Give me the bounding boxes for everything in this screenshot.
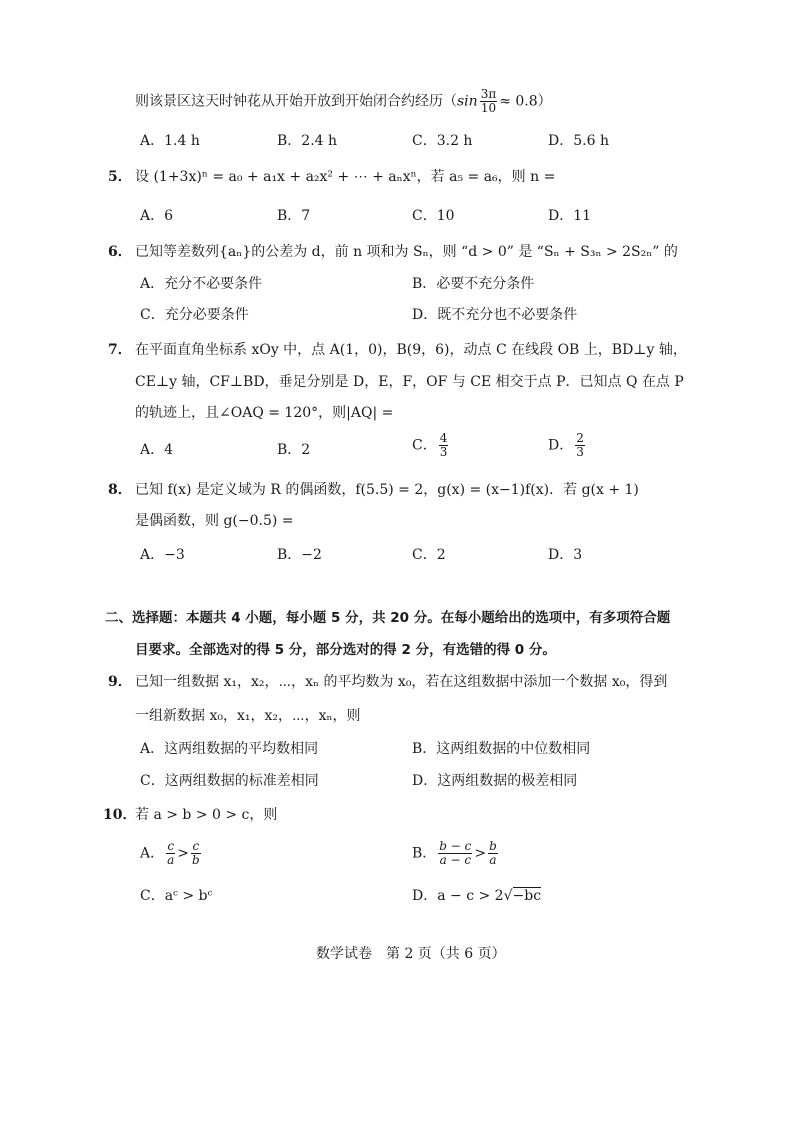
q5-option-d: D．11 — [548, 208, 592, 224]
q4-tail — [135, 88, 552, 115]
q10-option-a-den-1: a — [167, 853, 175, 867]
q7-line-2: CE⊥y 轴，CF⊥BD，垂足分别是 D，E，F，OF 与 CE 相交于点 P．已知点 Q 在点 P — [135, 374, 684, 390]
q4-tail-prefix: 则该景区这天时钟花从开始开放到开始闭合约经历（ — [135, 93, 457, 110]
q7-option-c-label: C． — [412, 437, 437, 454]
q7-option-d-den: 3 — [576, 445, 584, 459]
q10-option-a-den-2: b — [192, 853, 200, 867]
q10-option-a-op: > — [177, 845, 190, 862]
q10-option-a-num-2: c — [192, 839, 200, 853]
q4-fraction-num: 3π — [480, 87, 497, 101]
sqrt-icon: √ — [503, 888, 513, 904]
q7-option-c-den: 3 — [439, 445, 448, 459]
q9-number: 9． — [108, 674, 132, 690]
q8-option-b: B．−2 — [277, 547, 322, 563]
q10-option-d — [412, 887, 541, 905]
q6-option-b: B．必要不充分条件 — [412, 276, 535, 292]
q5-option-b: B．7 — [277, 208, 311, 224]
q9-line-1: 已知一组数据 x₁，x₂，⋯，xₙ 的平均数为 x₀，若在这组数据中添加一个数据 x₀，得到 — [135, 674, 668, 690]
q4-tail-sin: sin — [457, 93, 478, 110]
section-2-heading-line-1: 二、选择题：本题共 4 小题，每小题 5 分，共 20 分。在每小题给出的选项中，有多项符合题 — [105, 610, 671, 626]
q10-option-a-num-1: c — [167, 839, 175, 853]
q7-option-d-label: D． — [548, 437, 574, 454]
q10-option-d-prefix: D．a − c > 2 — [412, 888, 504, 904]
q7-option-b: B．2 — [277, 442, 311, 458]
page-footer: 数学试卷 第 2 页（共 6 页） — [316, 946, 506, 962]
q10-option-a — [140, 840, 203, 867]
q10-option-b-label: B． — [412, 845, 437, 862]
q10-option-a-frac-1 — [166, 840, 175, 867]
q10-option-a-label: A． — [140, 845, 165, 862]
q10-option-b-op: > — [474, 845, 487, 862]
q4-option-c: C．3.2 h — [412, 133, 473, 149]
q6-option-d: D．既不充分也不必要条件 — [412, 307, 578, 323]
q4-fraction — [480, 88, 498, 115]
q6-number: 6． — [108, 244, 132, 260]
q5-option-a: A．6 — [140, 208, 174, 224]
q4-option-b: B．2.4 h — [277, 133, 338, 149]
q8-option-d: D．3 — [548, 547, 583, 563]
q6-option-c: C．充分必要条件 — [140, 307, 249, 323]
q9-option-c: C．这两组数据的标准差相同 — [140, 773, 319, 789]
q10-option-a-frac-2 — [191, 840, 201, 867]
q5-number: 5． — [108, 169, 132, 185]
q9-option-d: D．这两组数据的极差相同 — [412, 773, 578, 789]
q8-number: 8． — [108, 482, 132, 498]
q10-option-c: C．aᶜ > bᶜ — [140, 888, 213, 904]
q10-option-d-radicand: −bc — [512, 888, 542, 904]
q10-option-b-den-2: a — [489, 853, 497, 867]
q9-option-b: B．这两组数据的中位数相同 — [412, 741, 591, 757]
q10-option-b-num-1: b − c — [439, 839, 472, 853]
q5-text: 设 (1+3x)ⁿ = a₀ + a₁x + a₂x² + ⋯ + aₙxⁿ，若 a₅ = a₆，则 n = — [135, 169, 556, 185]
q10-option-b-frac-2 — [488, 840, 498, 867]
q8-option-c: C．2 — [412, 547, 446, 563]
q10-number: 10． — [103, 807, 137, 823]
q10-text: 若 a > b > 0 > c，则 — [135, 807, 278, 823]
q5-option-c: C．10 — [412, 208, 455, 224]
q7-option-d — [548, 432, 587, 459]
q6-text: 已知等差数列{aₙ}的公差为 d，前 n 项和为 Sₙ，则 “d > 0” 是 “Sₙ + S₃ₙ > 2S₂ₙ” 的 — [135, 244, 678, 260]
q8-line-2: 是偶函数，则 g(−0.5) = — [135, 513, 294, 529]
q7-option-d-num: 2 — [576, 431, 584, 445]
q7-number: 7． — [108, 342, 132, 358]
q8-option-a: A．−3 — [140, 547, 185, 563]
q6-option-a: A．充分不必要条件 — [140, 276, 263, 292]
q10-option-b-den-1: a − c — [439, 853, 472, 867]
q7-line-3: 的轨迹上，且∠OAQ = 120°，则|AQ| = — [135, 405, 394, 421]
q7-option-a: A．4 — [140, 442, 174, 458]
q7-option-c — [412, 432, 450, 459]
q8-line-1: 已知 f(x) 是定义域为 R 的偶函数，f(5.5) = 2，g(x) = (x−1)f(x)．若 g(x + 1) — [135, 482, 639, 498]
section-2-heading-line-2: 目要求。全部选对的得 5 分，部分选对的得 2 分，有选错的得 0 分。 — [135, 642, 556, 658]
q9-option-a: A．这两组数据的平均数相同 — [140, 741, 319, 757]
q4-option-a: A．1.4 h — [140, 133, 200, 149]
q7-option-d-fraction — [575, 432, 585, 459]
q10-option-b — [412, 840, 500, 867]
q9-line-2: 一组新数据 x₀，x₁，x₂，⋯，xₙ，则 — [135, 708, 361, 724]
q4-option-d: D．5.6 h — [548, 133, 609, 149]
q10-option-b-num-2: b — [489, 839, 497, 853]
q4-tail-suffix: ≈ 0.8） — [499, 93, 552, 110]
q7-option-c-num: 4 — [439, 431, 448, 445]
q4-fraction-den: 10 — [480, 101, 497, 115]
q7-line-1: 在平面直角坐标系 xOy 中，点 A(1，0)，B(9，6)，动点 C 在线段 OB 上，BD⊥y 轴， — [135, 342, 687, 358]
q10-option-b-frac-1 — [438, 840, 472, 867]
q7-option-c-fraction — [439, 432, 449, 459]
